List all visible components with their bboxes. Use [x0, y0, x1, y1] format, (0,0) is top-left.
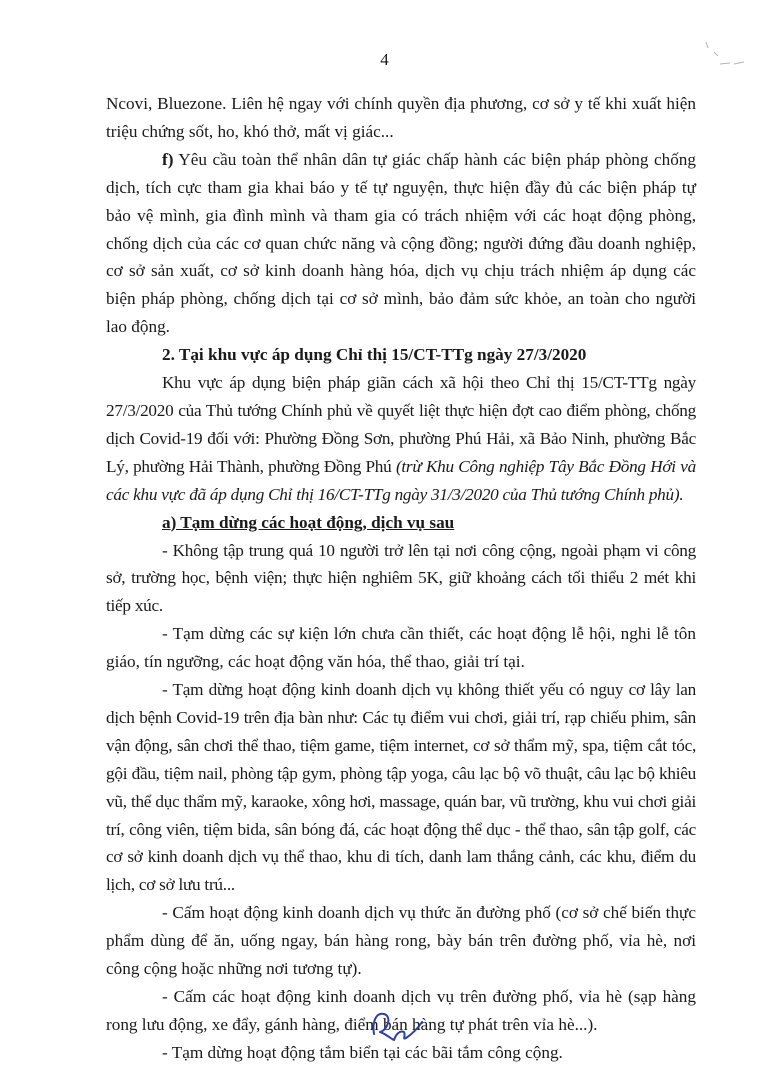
page-number: 4: [380, 50, 389, 69]
paragraph-scope-text: Khu vực áp dụng biện pháp giãn cách xã hội theo Chỉ thị 15/CT-TTg ngày 27/3/2020 của Thủ tướng Chính phủ về quyết liệt thực hiện đợt cao điểm phòng, chống dịch Covid-19 đối với: Phường Đồng Sơn, phường Phú Hải, xã Bảo Ninh, phường Bắc Lý, phường Hải Thành, phường Đồng Phú: [106, 373, 696, 476]
bullet-services: - Tạm dừng hoạt động kinh doanh dịch vụ không thiết yếu có nguy cơ lây lan dịch bệnh Covid-19 trên địa bàn như: Các tụ điểm vui chơi, giải trí, rạp chiếu phim, sân vận động, sân chơi thể thao, tiệm game, tiệm internet, cơ sở thẩm mỹ, spa, tiệm cắt tóc, gội đầu, tiệm nail, phòng tập gym, phòng tập yoga, câu lạc bộ võ thuật, câu lạc bộ khiêu vũ, thể dục thẩm mỹ, karaoke, xông hơi, massage, quán bar, vũ trường, khu vui chơi giải trí, công viên, tiệm bida, sân bóng đá, các hoạt động thể dục - thể thao, sân tập golf, các cơ sở kinh doanh dịch vụ thể thao, khu di tích, danh lam thắng cảnh, các khu, điểm du lịch, cơ sở lưu trú...: [106, 680, 696, 895]
bullet-events: - Tạm dừng các sự kiện lớn chưa cần thiết, các hoạt động lễ hội, nghi lễ tôn giáo, tín ngưỡng, các hoạt động văn hóa, thể thao, giải trí tại.: [106, 624, 696, 672]
scan-artifact: [700, 38, 750, 78]
subsection-heading-a: [106, 509, 696, 537]
bullet-beach: - Tạm dừng hoạt động tắm biển tại các bãi tắm công cộng.: [162, 1042, 563, 1062]
paragraph-scope-note: (trừ Khu Công nghiệp Tây Bắc Đồng Hới và các khu vực đã áp dụng Chỉ thị 16/CT-TTg ngày 31/3/2020 của Thủ tướng Chính phủ).: [106, 456, 696, 504]
paragraph-scope: [106, 369, 696, 509]
section-heading-2: [106, 341, 696, 369]
initial-signature: [366, 1004, 426, 1046]
bullet-gathering: - Không tập trung quá 10 người trở lên tại nơi công cộng, ngoài phạm vi công sở, trường học, bệnh viện; thực hiện nghiêm 5K, giữ khoảng cách tối thiểu 2 mét khi tiếp xúc.: [106, 540, 696, 616]
section-heading-2-text: 2. Tại khu vực áp dụng Chỉ thị 15/CT-TTg ngày 27/3/2020: [162, 345, 587, 365]
paragraph-continuation: Ncovi, Bluezone. Liên hệ ngay với chính quyền địa phương, cơ sở y tế khi xuất hiện triệu chứng sốt, ho, khó thở, mất vị giác...: [106, 94, 696, 141]
paragraph-f-text: Yêu cầu toàn thể nhân dân tự giác chấp hành các biện pháp phòng chống dịch, tích cực tham gia khai báo y tế tự nguyện, thực hiện đầy đủ các biện pháp tự bảo vệ mình, gia đình mình và tham gia có trách nhiệm với các hoạt động phòng, chống dịch của các cơ quan chức năng và cộng đồng; người đứng đầu doanh nghiệp, cơ sở sản xuất, cơ sở kinh doanh hàng hóa, dịch vụ chịu trách nhiệm áp dụng các biện pháp phòng, chống dịch tại cơ sở mình, bảo đảm sức khỏe, an toàn cho người lao động.: [106, 149, 696, 337]
subsection-heading-a-text: a) Tạm dừng các hoạt động, dịch vụ sau: [162, 512, 455, 532]
bullet-street-vendors: - Cấm các hoạt động kinh doanh dịch vụ trên đường phố, vỉa hè (sạp hàng rong lưu động, xe đẩy, gánh hàng, điểm bán hàng tự phát trên vỉa hè...).: [106, 987, 696, 1034]
bullet-street-food: - Cấm hoạt động kinh doanh dịch vụ thức ăn đường phố (cơ sở chế biến thực phẩm dùng để ăn, uống ngay, bán hàng rong, bày bán trên đường phố, vỉa hè, nơi công cộng hoặc những nơi tương tự).: [106, 903, 696, 979]
paragraph-f: [106, 146, 696, 341]
item-label-f: f): [162, 149, 174, 169]
document-body: [106, 90, 696, 1067]
